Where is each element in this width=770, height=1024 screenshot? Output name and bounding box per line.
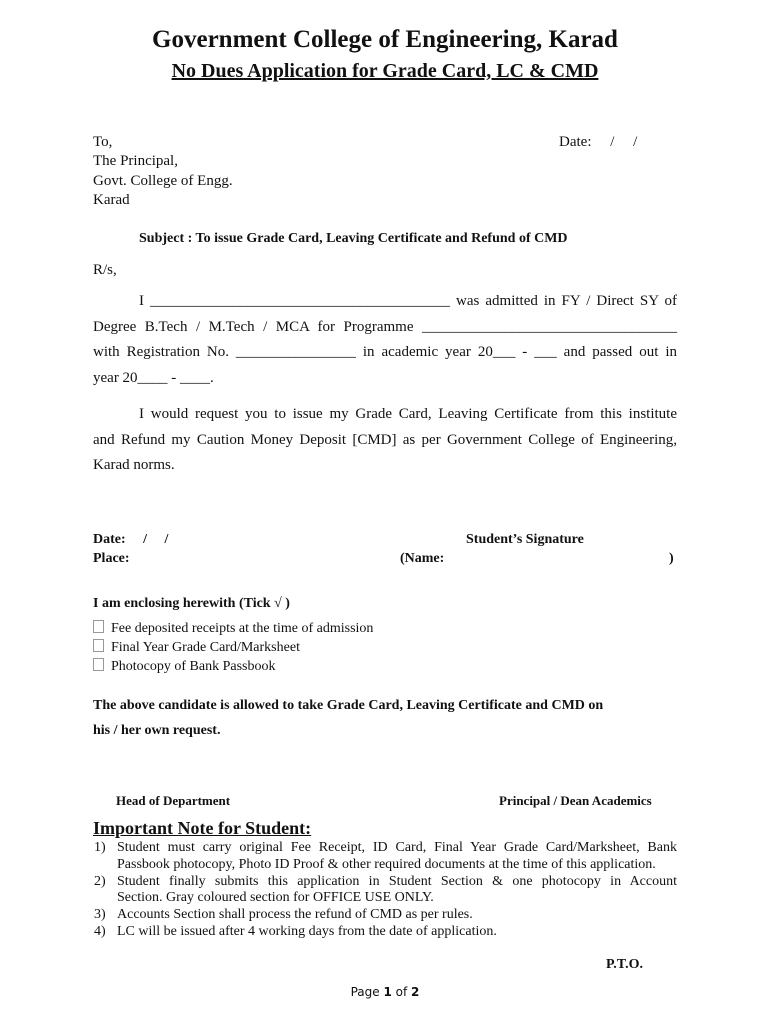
letter-subject: Subject : To issue Grade Card, Leaving Certificate and Refund of CMD xyxy=(139,231,568,246)
request-line-1: I would request you to issue my Grade Card, Leaving Certificate from this institute xyxy=(139,406,677,422)
request-line-2: and Refund my Caution Money Deposit [CMD] as per Government College of Engineering, xyxy=(93,432,677,448)
note-text-continued: Section. Gray coloured section for OFFICE USE ONLY. xyxy=(117,890,434,905)
address-line-3: Karad xyxy=(93,192,130,208)
enclosures-heading: I am enclosing herewith (Tick √ ) xyxy=(93,596,290,611)
body-line-4: year 20____ - ____. xyxy=(93,370,214,386)
place-field: Place: xyxy=(93,551,130,566)
letter-date-field: Date: / / xyxy=(559,134,638,150)
principal-signature-label: Principal / Dean Academics xyxy=(499,793,652,808)
enclosure-item: Final Year Grade Card/Marksheet xyxy=(93,639,300,656)
office-approval-line-2: his / her own request. xyxy=(93,723,221,738)
document-subtitle: No Dues Application for Grade Card, LC & CMD xyxy=(171,60,599,82)
checkbox-icon[interactable] xyxy=(93,658,104,671)
note-text: Student finally submits this application in Student Section & one photocopy in Account xyxy=(117,874,677,889)
note-text-continued: Passbook photocopy, Photo ID Proof & other required documents at the time of this application. xyxy=(117,857,656,872)
enclosure-item: Photocopy of Bank Passbook xyxy=(93,658,276,675)
note-text: Student must carry original Fee Receipt, ID Card, Final Year Grade Card/Marksheet, Bank xyxy=(117,840,677,855)
note-number: 2) xyxy=(94,874,106,889)
important-note-heading: Important Note for Student: xyxy=(93,818,312,838)
address-line-1: The Principal, xyxy=(93,153,178,169)
body-line-3: with Registration No. ________________ in academic year 20___ - ___ and passed out in xyxy=(93,344,677,360)
request-line-3: Karad norms. xyxy=(93,457,175,473)
salutation: R/s, xyxy=(93,262,117,278)
note-number: 3) xyxy=(94,907,106,922)
note-number: 4) xyxy=(94,924,106,939)
page-footer: Page 1 of 2 xyxy=(350,985,420,999)
document-title: Government College of Engineering, Karad xyxy=(152,26,618,53)
address-to: To, xyxy=(93,134,113,150)
note-text: Accounts Section shall process the refund of CMD as per rules. xyxy=(117,907,473,922)
checkbox-icon[interactable] xyxy=(93,620,104,633)
pto-label: P.T.O. xyxy=(606,957,643,972)
checkbox-icon[interactable] xyxy=(93,639,104,652)
note-text: LC will be issued after 4 working days from the date of application. xyxy=(117,924,497,939)
student-name-label: (Name: xyxy=(400,551,445,566)
note-number: 1) xyxy=(94,840,106,855)
student-name-close: ) xyxy=(669,551,674,566)
office-approval-line-1: The above candidate is allowed to take Grade Card, Leaving Certificate and CMD on xyxy=(93,698,604,713)
enclosure-item: Fee deposited receipts at the time of admission xyxy=(93,620,373,637)
hod-signature-label: Head of Department xyxy=(116,793,231,808)
signature-date-field: Date: / / xyxy=(93,532,169,547)
body-line-1: I ________________________________________ was admitted in FY / Direct SY of xyxy=(139,293,677,309)
body-line-2: Degree B.Tech / M.Tech / MCA for Programme __________________________________ xyxy=(93,319,677,335)
address-line-2: Govt. College of Engg. xyxy=(93,173,233,189)
student-signature-label: Student’s Signature xyxy=(466,532,584,547)
